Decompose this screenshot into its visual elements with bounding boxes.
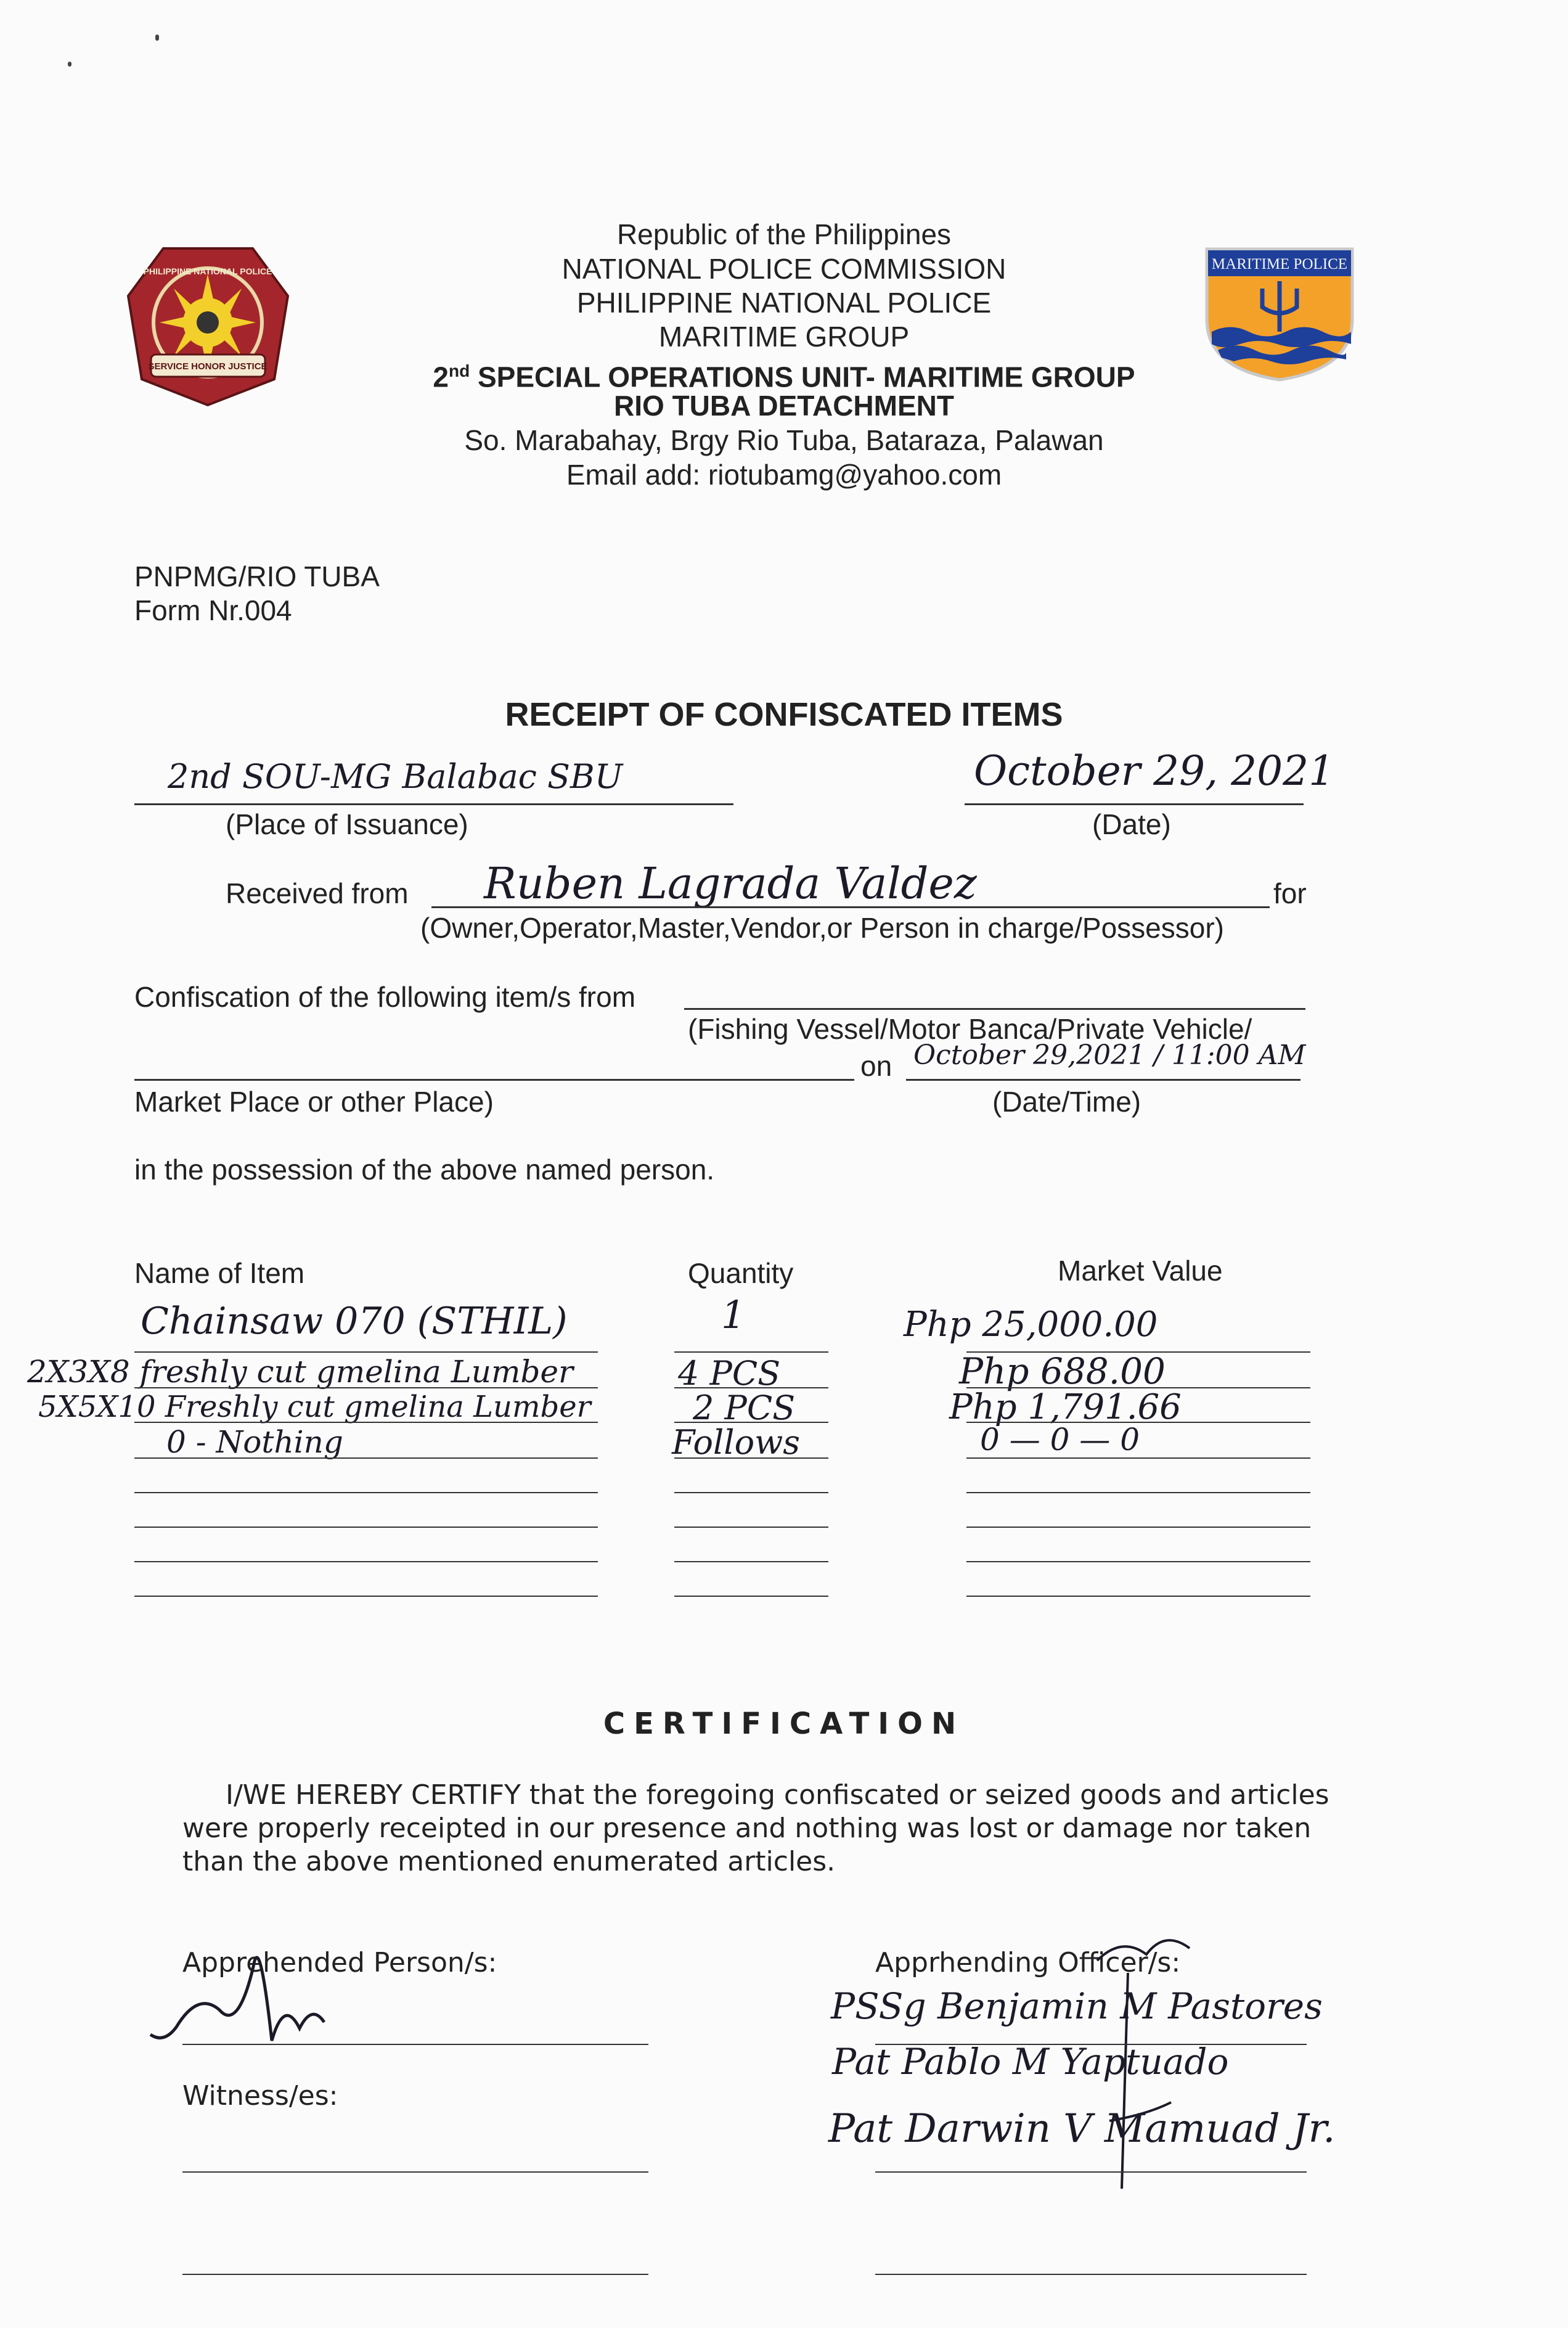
- item-value-line: [966, 1596, 1310, 1597]
- confiscation-place-line: [134, 1079, 854, 1081]
- form-code-number: Form Nr.004: [134, 594, 292, 626]
- header-napolcom: NATIONAL POLICE COMMISSION: [561, 253, 1007, 285]
- item-quantity: 2 PCS: [693, 1388, 796, 1427]
- item-quantity-line: [674, 1596, 828, 1597]
- item-quantity-line: [674, 1527, 828, 1528]
- received-from-label: Received from: [226, 877, 409, 909]
- item-quantity-line: [674, 1457, 828, 1459]
- item-value-line: [966, 1492, 1310, 1493]
- date-value: October 29, 2021: [974, 747, 1335, 795]
- received-from-hint: (Owner,Operator,Master,Vendor,or Person in charge/Possessor): [420, 912, 1224, 944]
- item-quantity-line: [674, 1422, 828, 1423]
- item-value-line: [966, 1527, 1310, 1528]
- date-line: [965, 803, 1304, 805]
- form-title: RECEIPT OF CONFISCATED ITEMS: [505, 696, 1063, 733]
- officer-name: Pat Darwin V Mamuad Jr.: [828, 2106, 1336, 2152]
- confiscation-from-line: [684, 1008, 1305, 1010]
- item-name: 5X5X10 Freshly cut gmelina Lumber: [38, 1390, 591, 1424]
- item-name-line: [134, 1596, 598, 1597]
- item-quantity: Follows: [672, 1423, 801, 1462]
- item-value-line: [966, 1387, 1310, 1388]
- apprehended-signature: [145, 1917, 367, 2053]
- header-address: So. Marabahay, Brgy Rio Tuba, Bataraza, Palawan: [464, 424, 1104, 456]
- header-maritime-group: MARITIME GROUP: [658, 321, 910, 353]
- form-code-office: PNPMG/RIO TUBA: [134, 560, 380, 592]
- item-quantity-line: [674, 1387, 828, 1388]
- certification-text-line2: were properly receipted in our presence and nothing was lost or damage nor taken: [182, 1813, 1312, 1844]
- item-quantity: 1: [721, 1292, 746, 1337]
- item-market-value: 0 — 0 — 0: [980, 1422, 1140, 1457]
- possession-statement: in the possession of the above named person.: [134, 1154, 715, 1186]
- apprehended-persons-label: Apprehended Person/s:: [182, 1947, 497, 1978]
- item-market-value: Php 688.00: [959, 1350, 1166, 1392]
- item-name-line: [134, 1457, 598, 1459]
- item-name: Chainsaw 070 (STHIL): [141, 1300, 568, 1343]
- apprehending-officers-label: Apprhending Officer/s:: [875, 1947, 1181, 1978]
- certification-text-line3: than the above mentioned enumerated articles.: [182, 1846, 836, 1877]
- item-value-line: [966, 1457, 1310, 1459]
- received-for-label: for: [1273, 877, 1307, 909]
- witness-line-1: [182, 2171, 648, 2173]
- header-pnp: PHILIPPINE NATIONAL POLICE: [576, 287, 992, 319]
- confiscation-label: Confiscation of the following item/s from: [134, 981, 636, 1013]
- item-name-line: [134, 1422, 598, 1423]
- item-name-line: [134, 1387, 598, 1388]
- item-market-value: Php 25,000.00: [904, 1305, 1158, 1345]
- officer-line-3: [875, 2274, 1307, 2275]
- apprehended-signature-line: [182, 2044, 648, 2045]
- certification-title: CERTIFICATION: [603, 1707, 965, 1741]
- officer-line-2: [875, 2171, 1307, 2173]
- item-quantity-line: [674, 1561, 828, 1562]
- header-unit-ordinal: 2: [433, 361, 449, 393]
- date-label: (Date): [1092, 808, 1171, 840]
- item-name: 0 - Nothing: [166, 1424, 343, 1460]
- received-from-line: [431, 906, 1270, 908]
- scan-speck: [155, 35, 159, 41]
- item-value-line: [966, 1561, 1310, 1562]
- col-header-market-value: Market Value: [1058, 1255, 1223, 1287]
- maritime-logo-text: MARITIME POLICE: [1211, 256, 1348, 273]
- officer-name: PSSg Benjamin M Pastores: [831, 1985, 1323, 2027]
- item-name: 2X3X8 freshly cut gmelina Lumber: [27, 1354, 573, 1390]
- witness-label: Witness/es:: [182, 2080, 338, 2112]
- header-republic: Republic of the Philippines: [616, 218, 952, 250]
- header-unit-ordinal-suffix: nd: [449, 361, 470, 380]
- received-from-name: Ruben Lagrada Valdez: [484, 858, 977, 909]
- officer-signature-mark: [1085, 1917, 1208, 2201]
- confiscation-hint-place: Market Place or other Place): [134, 1086, 494, 1118]
- officer-name: Pat Pablo M Yaptuado: [832, 2041, 1229, 2083]
- item-quantity-line: [674, 1351, 828, 1353]
- confiscation-datetime-line: [906, 1079, 1301, 1081]
- header-unit-name: SPECIAL OPERATIONS UNIT- MARITIME GROUP: [470, 361, 1135, 393]
- confiscation-on-label: on: [860, 1050, 892, 1082]
- officer-line-1: [875, 2044, 1307, 2045]
- confiscation-hint-vessel: (Fishing Vessel/Motor Banca/Private Vehicle/: [688, 1013, 1252, 1045]
- place-of-issuance-value: 2nd SOU-MG Balabac SBU: [168, 757, 623, 796]
- confiscation-datetime-value: October 29,2021 / 11:00 AM: [913, 1039, 1306, 1071]
- col-header-name: Name of Item: [134, 1257, 305, 1289]
- item-quantity-line: [674, 1492, 828, 1493]
- confiscation-datetime-label: (Date/Time): [992, 1086, 1141, 1118]
- certification-text-line1: I/WE HEREBY CERTIFY that the foregoing confiscated or seized goods and articles: [226, 1779, 1329, 1811]
- pnp-seal-ribbon: SERVICE HONOR JUSTICE: [148, 361, 267, 372]
- place-of-issuance-line: [134, 803, 733, 805]
- item-value-line: [966, 1422, 1310, 1423]
- place-of-issuance-label: (Place of Issuance): [226, 808, 468, 840]
- col-header-quantity: Quantity: [688, 1257, 794, 1289]
- item-name-line: [134, 1492, 598, 1493]
- item-name-line: [134, 1527, 598, 1528]
- item-name-line: [134, 1351, 598, 1353]
- item-value-line: [966, 1351, 1310, 1353]
- witness-line-2: [182, 2274, 648, 2275]
- item-market-value: Php 1,791.66: [949, 1387, 1182, 1427]
- pnp-seal-top-text: PHILIPPINE NATIONAL POLICE: [143, 266, 272, 276]
- item-quantity: 4 PCS: [678, 1354, 781, 1393]
- header-detachment: RIO TUBA DETACHMENT: [614, 390, 954, 422]
- header-email: Email add: riotubamg@yahoo.com: [566, 459, 1002, 491]
- item-name-line: [134, 1561, 598, 1562]
- scan-speck: [68, 62, 71, 67]
